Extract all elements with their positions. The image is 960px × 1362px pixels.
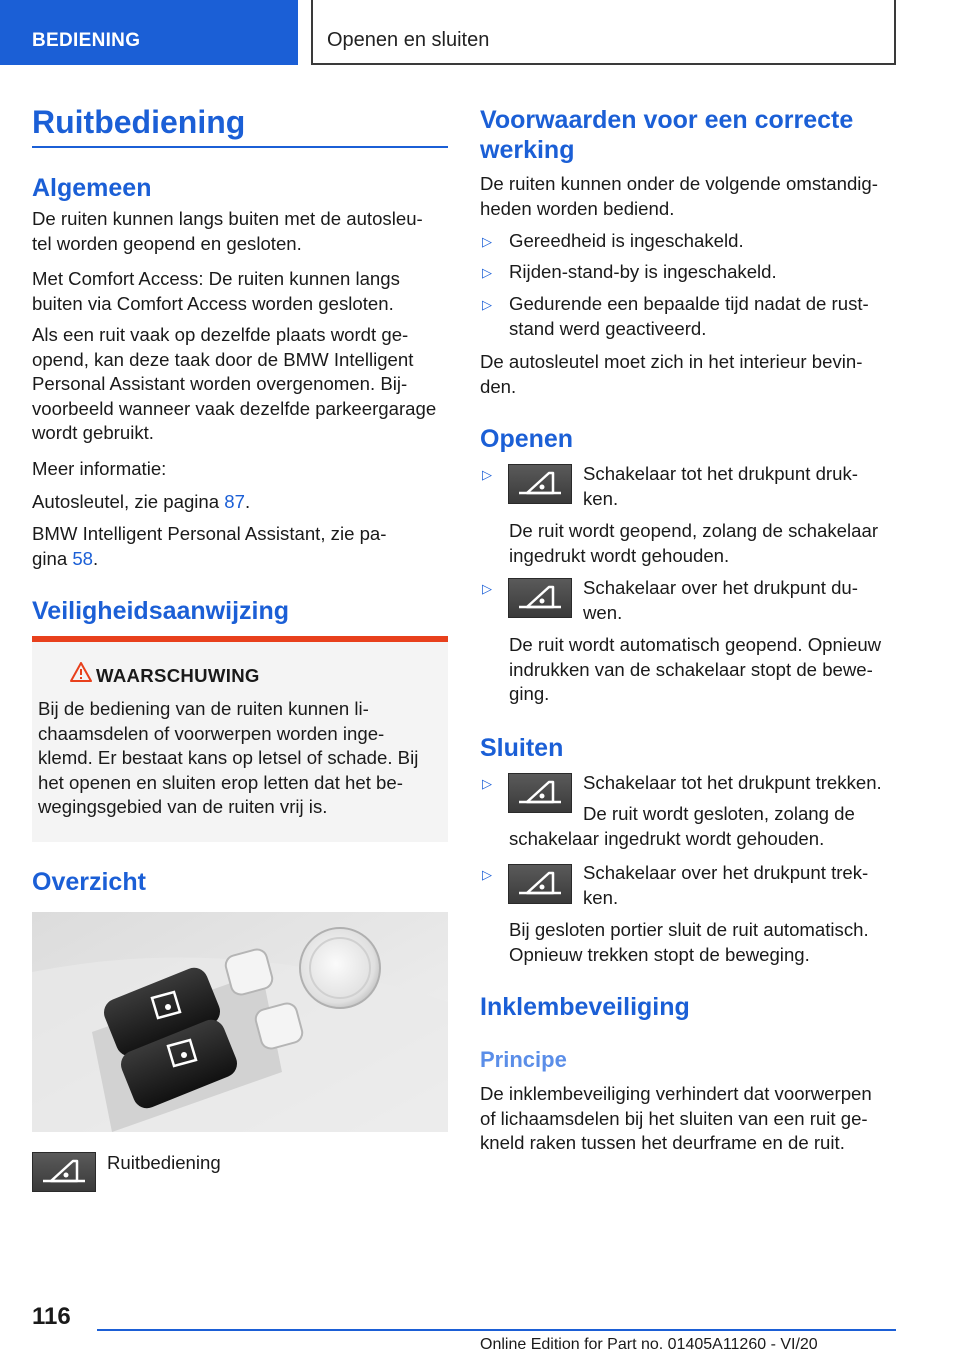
window-switch-icon bbox=[32, 1152, 96, 1192]
condition-item: Gedurende een bepaalde tijd nadat de rust- stand werd geactiveerd. bbox=[509, 293, 869, 339]
footer-edition: Online Edition for Part no. 01405A11260 - VI/20 bbox=[480, 1336, 818, 1353]
bullet-icon: ▷ bbox=[482, 234, 492, 249]
page-link-58[interactable]: 58 bbox=[72, 547, 94, 569]
window-switch-icon bbox=[508, 864, 572, 904]
photo-caption: Ruitbediening bbox=[107, 1152, 221, 1173]
condition-item: Rijden-stand-by is ingeschakeld. bbox=[509, 261, 777, 282]
open-action: Schakelaar over het drukpunt du- wen. bbox=[583, 577, 858, 623]
close-result: Bij gesloten portier sluit de ruit automatisch. Opnieuw trekken stopt de beweging. bbox=[509, 919, 869, 965]
heading-close: Sluiten bbox=[480, 734, 564, 762]
window-switch-icon bbox=[508, 578, 572, 618]
reference-assistant-period: . bbox=[93, 547, 99, 569]
page-number: 116 bbox=[32, 1303, 71, 1330]
heading-conditions: Voorwaarden voor een correcte werking bbox=[480, 106, 854, 164]
close-result: De ruit wordt gesloten, zolang de schakelaar ingedrukt wordt gehouden. bbox=[509, 803, 855, 849]
general-p3: Als een ruit vaak op dezelfde plaats wordt ge- opend, kan deze taak door de BMW Intelligent Personal Assistant worden overgenomen. Bij- voorbeeld wanneer vaak dezelfde parkeergarage wordt gebruikt. bbox=[32, 324, 437, 444]
header-chapter-label: Openen en sluiten bbox=[327, 29, 490, 51]
window-switch-icon bbox=[508, 464, 572, 504]
bullet-icon: ▷ bbox=[482, 867, 492, 882]
reference-car-key-text: Autosleutel, zie pagina bbox=[32, 491, 225, 512]
heading-safety: Veiligheidsaanwijzing bbox=[32, 597, 290, 625]
general-more-info: Meer informatie: bbox=[32, 458, 167, 479]
warning-title: WAARSCHUWING bbox=[96, 665, 260, 686]
header-section-tab bbox=[0, 0, 298, 65]
heading-open: Openen bbox=[480, 425, 574, 453]
conditions-outro: De autosleutel moet zich in het interieur bevin- den. bbox=[480, 351, 863, 397]
bullet-icon: ▷ bbox=[482, 265, 492, 280]
header-section-label: BEDIENING bbox=[32, 30, 141, 51]
bullet-icon: ▷ bbox=[482, 581, 492, 596]
title-rule bbox=[32, 146, 448, 148]
subheading-principle: Principe bbox=[480, 1047, 567, 1072]
antitrap-text: De inklembeveiliging verhindert dat voorwerpen of lichaamsdelen bij het sluiten van een ruit ge- kneld raken tussen het deurframe en de ruit. bbox=[480, 1083, 872, 1154]
conditions-intro: De ruiten kunnen onder de volgende omstandig- heden worden bediend. bbox=[480, 173, 878, 219]
open-action: Schakelaar tot het drukpunt druk- ken. bbox=[583, 463, 858, 509]
reference-assistant bbox=[32, 522, 386, 571]
footer-rule bbox=[97, 1329, 896, 1331]
bullet-icon: ▷ bbox=[482, 467, 492, 482]
warning-bar bbox=[32, 636, 448, 642]
heading-antitrap: Inklembeveiliging bbox=[480, 993, 690, 1021]
window-switch-photo bbox=[32, 912, 448, 1132]
header-chapter-tab bbox=[311, 0, 896, 65]
heading-general: Algemeen bbox=[32, 174, 152, 202]
warning-text: Bij de bediening van de ruiten kunnen li- chaamsdelen of voorwerpen worden inge- klemd. Er bestaat kans op letsel of schade. Bij het openen en sluiten erop letten dat het be- wegingsgebied van de ruiten vrij is. bbox=[38, 698, 419, 818]
warning-triangle-icon bbox=[70, 662, 92, 682]
reference-car-key bbox=[32, 490, 250, 515]
reference-car-key-period: . bbox=[244, 491, 251, 512]
page-link-87[interactable]: 87 bbox=[224, 491, 245, 512]
close-action: Schakelaar over het drukpunt trek- ken. bbox=[583, 862, 869, 908]
bullet-icon: ▷ bbox=[482, 297, 492, 312]
bullet-icon: ▷ bbox=[482, 776, 492, 791]
open-result: De ruit wordt automatisch geopend. Opnieuw indrukken van de schakelaar stopt de bewe- ging. bbox=[509, 634, 882, 705]
reference-assistant-text: BMW Intelligent Personal Assistant, zie pa- gina bbox=[32, 523, 387, 569]
page-title: Ruitbediening bbox=[32, 104, 246, 140]
close-action: Schakelaar tot het drukpunt trekken. bbox=[583, 772, 882, 793]
heading-overview: Overzicht bbox=[32, 868, 146, 896]
general-p1: De ruiten kunnen langs buiten met de autosleu- tel worden geopend en gesloten. bbox=[32, 208, 423, 254]
general-p2: Met Comfort Access: De ruiten kunnen langs buiten via Comfort Access worden gesloten. bbox=[32, 268, 400, 314]
condition-item: Gereedheid is ingeschakeld. bbox=[509, 230, 744, 251]
open-result: De ruit wordt geopend, zolang de schakelaar ingedrukt wordt gehouden. bbox=[509, 520, 879, 566]
